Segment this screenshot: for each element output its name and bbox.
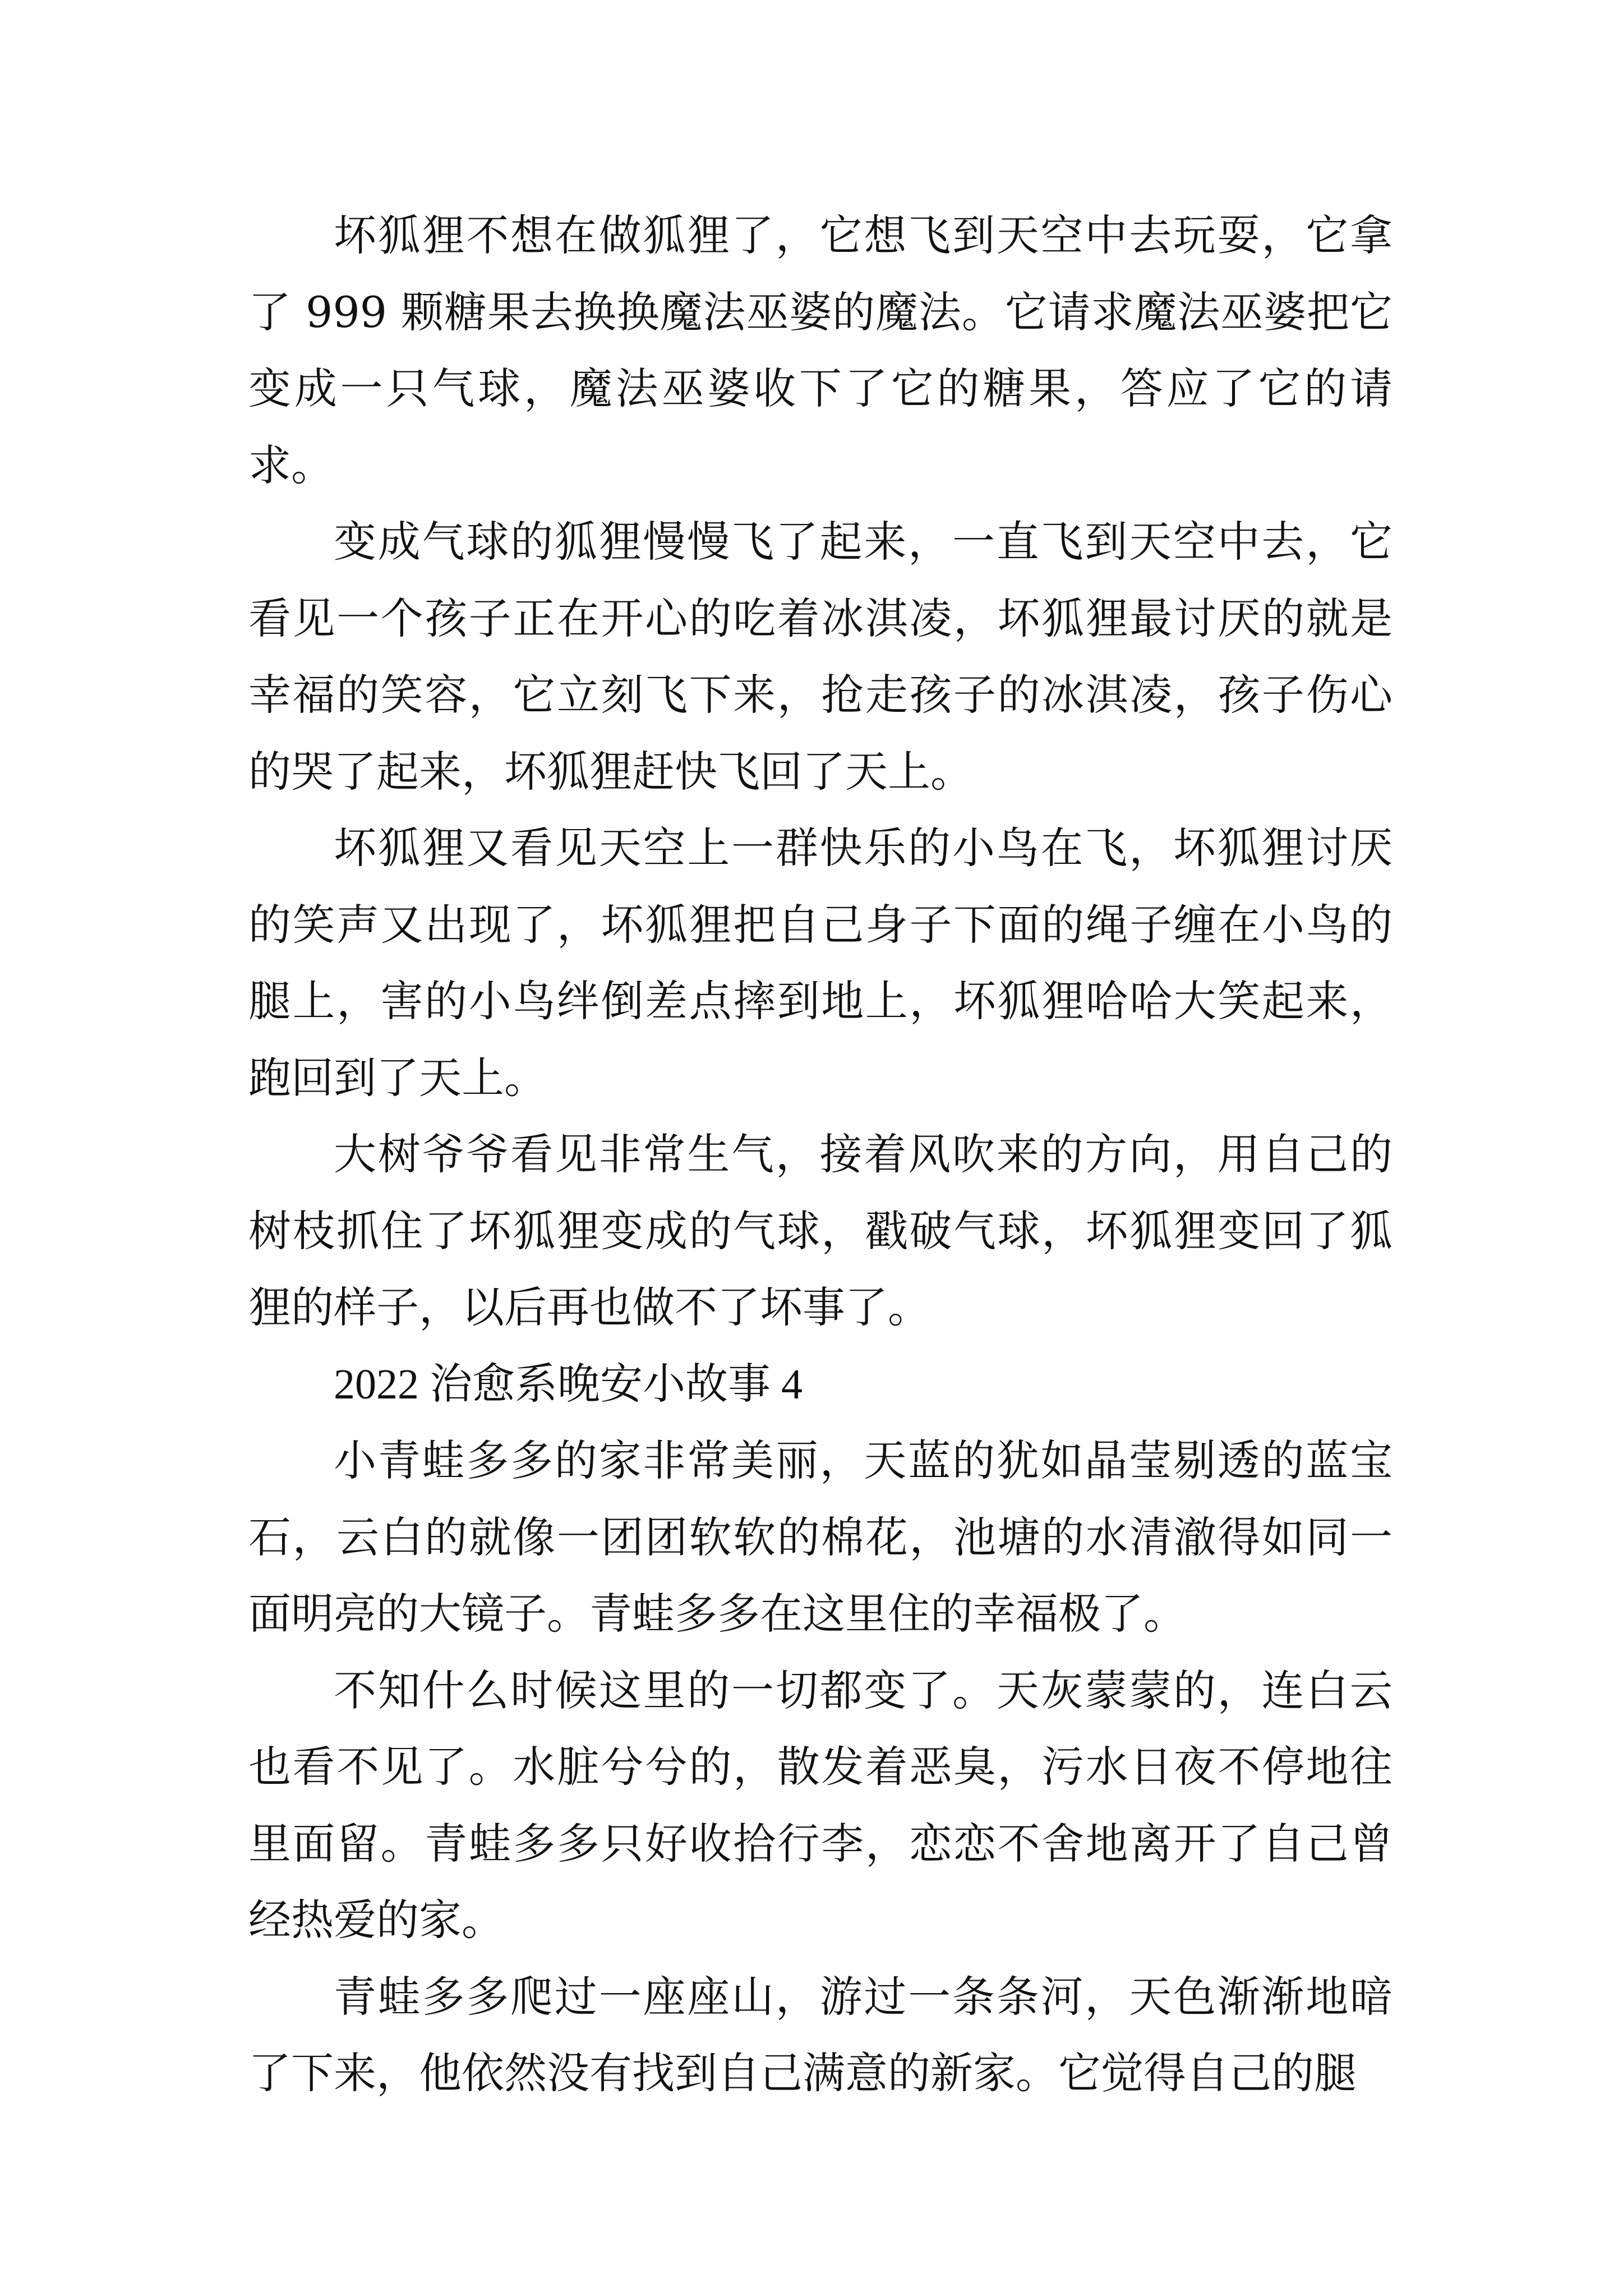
story-paragraph-1: 坏狐狸不想在做狐狸了，它想飞到天空中去玩耍，它拿了 999 颗糖果去换换魔法巫婆的魔法。它请求魔法巫婆把它变成一只气球，魔法巫婆收下了它的糖果，答应了它的请求。 [248,210,1393,490]
story-paragraph-7: 青蛙多多爬过一座座山，游过一条条河，天色渐渐地暗了下来，他依然没有找到自己满意的新家。它觉得自己的腿 [248,1971,1393,2098]
story-paragraph-5: 小青蛙多多的家非常美丽，天蓝的犹如晶莹剔透的蓝宝石，云白的就像一团团软软的棉花，池塘的水清澈得如同一面明亮的大镜子。青蛙多多在这里住的幸福极了。 [248,1435,1393,1639]
story-heading: 2022 治愈系晚安小故事 4 [334,1360,803,1408]
story-paragraph-2: 变成气球的狐狸慢慢飞了起来，一直飞到天空中去，它看见一个孩子正在开心的吃着冰淇凌，坏狐狸最讨厌的就是幸福的笑容，它立刻飞下来，抢走孩子的冰淇凌，孩子伤心的哭了起来，坏狐狸赶快飞回了天上。 [248,517,1393,797]
story-paragraph-6: 不知什么时候这里的一切都变了。天灰蒙蒙的，连白云也看不见了。水脏兮兮的，散发着恶臭，污水日夜不停地往里面留。青蛙多多只好收拾行李，恋恋不舍地离开了自己曾经热爱的家。 [248,1665,1393,1945]
story-paragraph-4: 大树爷爷看见非常生气，接着风吹来的方向，用自己的树枝抓住了坏狐狸变成的气球，戳破气球，坏狐狸变回了狐狸的样子，以后再也做不了坏事了。 [248,1129,1393,1332]
document-page [248,197,1393,2112]
story-paragraph-3: 坏狐狸又看见天空上一群快乐的小鸟在飞，坏狐狸讨厌的笑声又出现了，坏狐狸把自己身子下面的绳子缠在小鸟的腿上，害的小鸟绊倒差点摔到地上，坏狐狸哈哈大笑起来，跑回到了天上。 [248,823,1393,1103]
